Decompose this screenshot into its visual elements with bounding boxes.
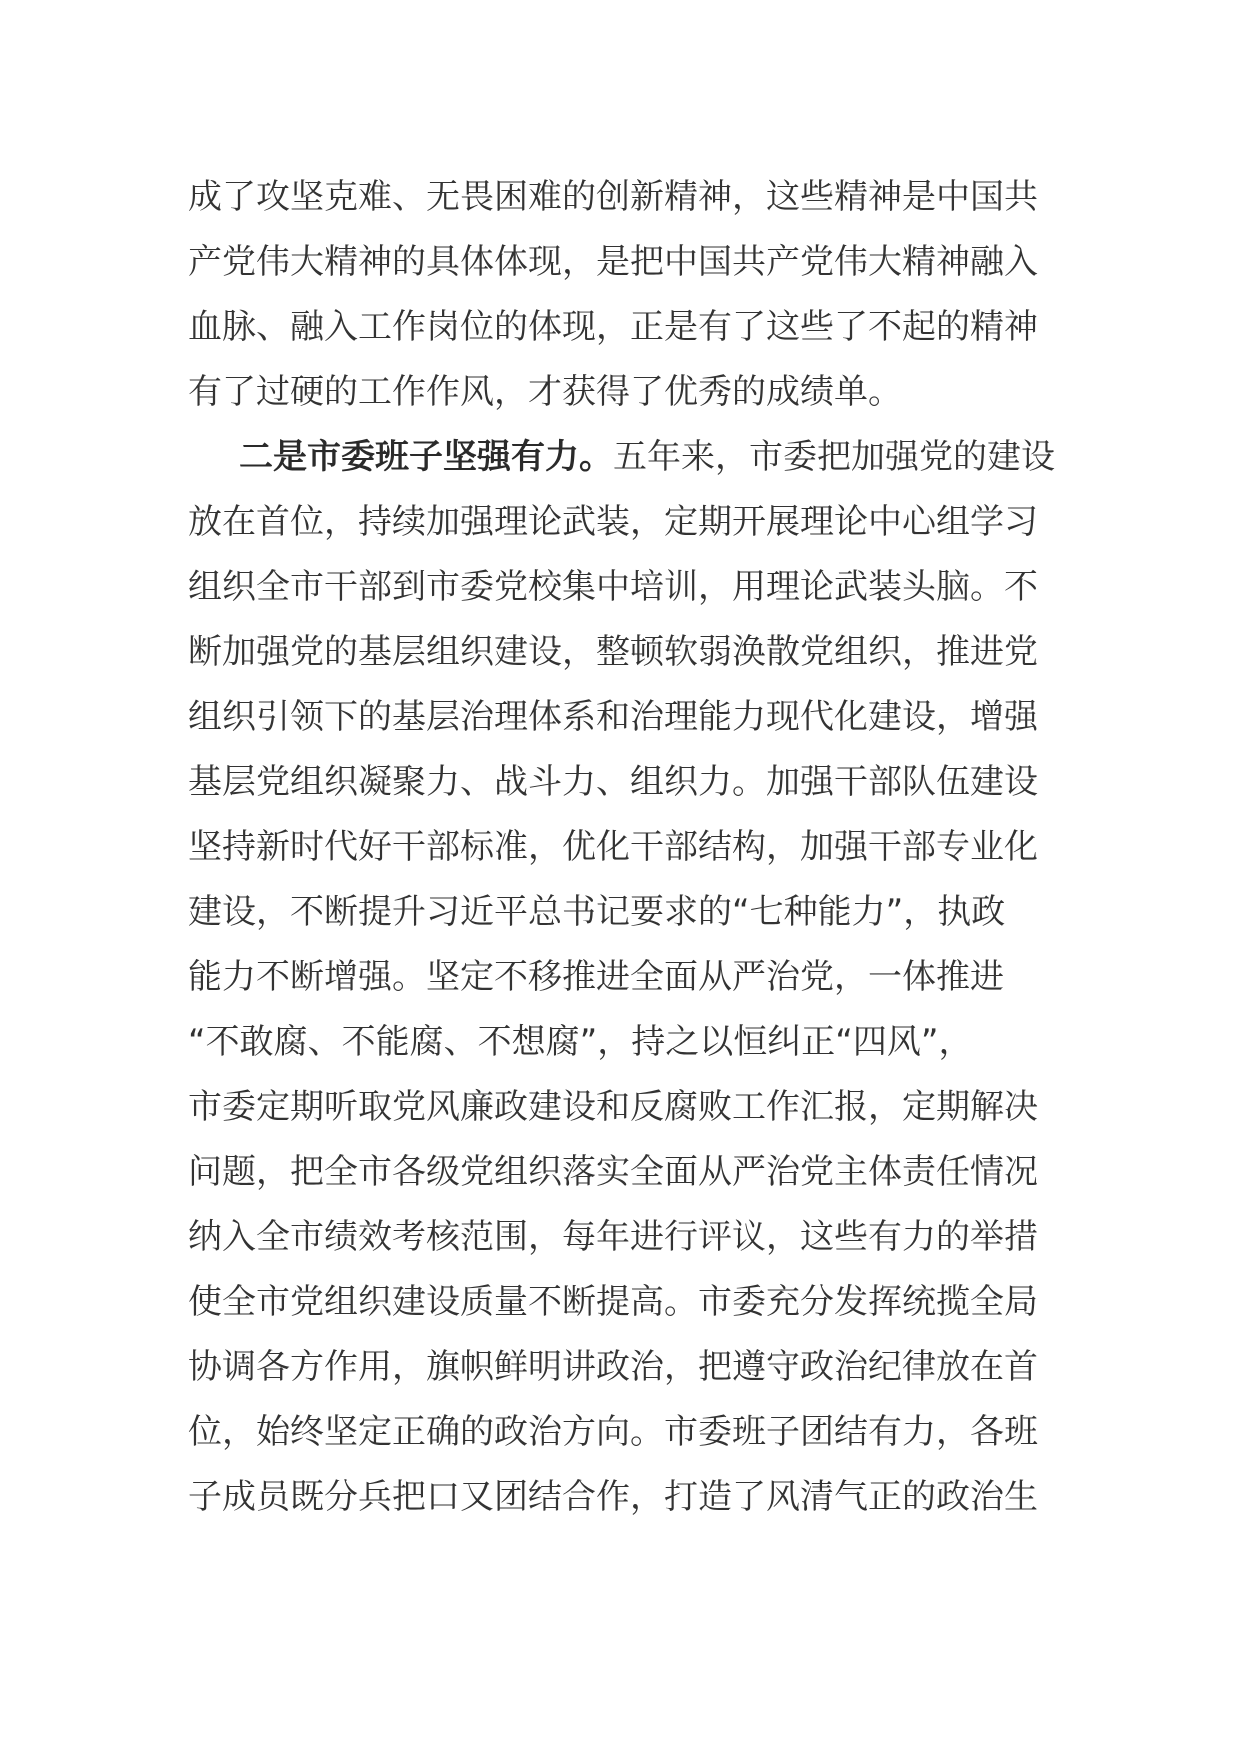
text-line: 组织全市干部到市委党校集中培训，用理论武装头脑。不 (188, 567, 1038, 607)
text-line: 纳入全市绩效考核范围，每年进行评议，这些有力的举措 (188, 1217, 1038, 1257)
text-line: 坚持新时代好干部标准，优化干部结构，加强干部专业化 (188, 827, 1038, 867)
paragraph-2 (188, 425, 1058, 1530)
text-line: 能力不断增强。坚定不移推进全面从严治党，一体推进 (188, 957, 1004, 997)
text-line: 放在首位，持续加强理论武装，定期开展理论中心组学习 (188, 502, 1038, 542)
text-line: 使全市党组织建设质量不断提高。市委充分发挥统揽全局 (188, 1282, 1038, 1322)
text-line: 成了攻坚克难、无畏困难的创新精神，这些精神是中国共 (188, 177, 1038, 217)
paragraph-1 (188, 165, 1058, 425)
paragraph-first-line (188, 425, 1058, 490)
text-line: “不敢腐、不能腐、不想腐”，持之以恒纠正“四风”， (188, 1022, 973, 1062)
text-line: 位，始终坚定正确的政治方向。市委班子团结有力，各班 (188, 1412, 1038, 1452)
paragraph-first-line-text: 五年来，市委把加强党的建设 (613, 437, 1055, 477)
text-line: 市委定期听取党风廉政建设和反腐败工作汇报，定期解决 (188, 1087, 1038, 1127)
text-line: 建设，不断提升习近平总书记要求的“七种能力”，执政 (188, 892, 1006, 932)
text-line: 问题，把全市各级党组织落实全面从严治党主体责任情况 (188, 1152, 1038, 1192)
text-line: 基层党组织凝聚力、战斗力、组织力。加强干部队伍建设 (188, 762, 1038, 802)
paragraph-heading: 二是市委班子坚强有力。 (239, 437, 613, 477)
text-line: 断加强党的基层组织建设，整顿软弱涣散党组织，推进党 (188, 632, 1038, 672)
text-line: 有了过硬的工作作风，才获得了优秀的成绩单。 (188, 372, 902, 412)
text-line: 子成员既分兵把口又团结合作，打造了风清气正的政治生 (188, 1477, 1038, 1517)
text-line: 协调各方作用，旗帜鲜明讲政治，把遵守政治纪律放在首 (188, 1347, 1038, 1387)
text-line: 血脉、融入工作岗位的体现，正是有了这些了不起的精神 (188, 307, 1038, 347)
document-body (188, 165, 1058, 1530)
text-line: 产党伟大精神的具体体现，是把中国共产党伟大精神融入 (188, 242, 1038, 282)
text-line: 组织引领下的基层治理体系和治理能力现代化建设，增强 (188, 697, 1038, 737)
